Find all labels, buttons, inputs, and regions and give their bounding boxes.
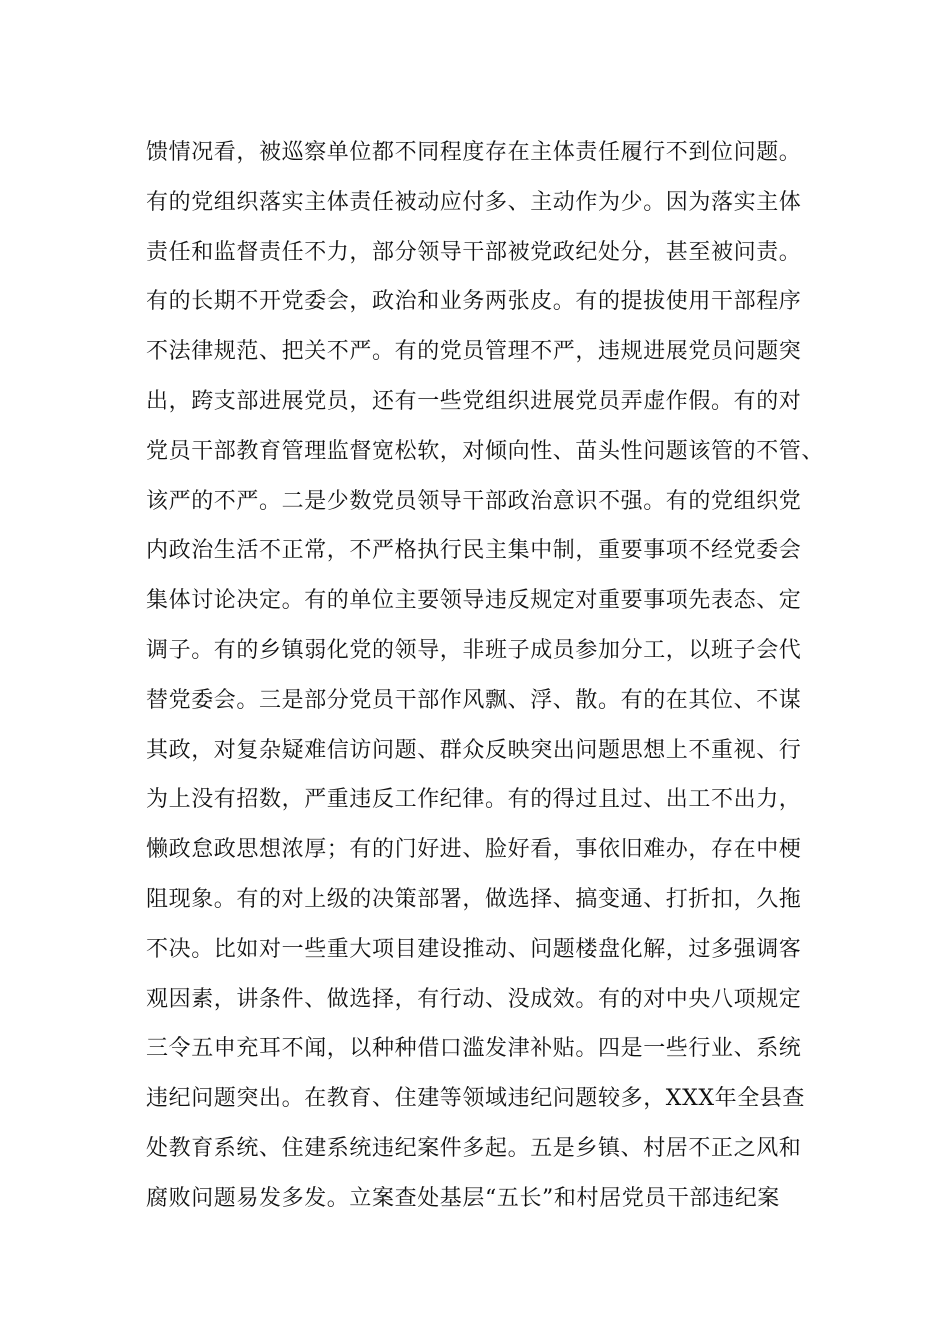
text-line: 阻现象。有的对上级的决策部署，做选择、搞变通、打折扣，久拖 (146, 886, 802, 912)
text-line: 替党委会。三是部分党员干部作风飘、浮、散。有的在其位、不谋 (146, 687, 802, 713)
body-text (146, 128, 836, 1224)
text-line: 该严的不严。二是少数党员领导干部政治意识不强。有的党组织党 (146, 488, 802, 514)
text-line: 不法律规范、把关不严。有的党员管理不严，违规进展党员问题突 (146, 339, 802, 365)
text-line: 有的长期不开党委会，政治和业务两张皮。有的提拔使用干部程序 (146, 289, 802, 315)
text-line: 观因素，讲条件、做选择，有行动、没成效。有的对中央八项规定 (146, 986, 802, 1012)
text-line: 不决。比如对一些重大项目建设推动、问题楼盘化解，过多强调客 (146, 936, 802, 962)
text-line: 懒政怠政思想浓厚；有的门好进、脸好看，事依旧难办，存在中梗 (146, 837, 802, 863)
text-line: 腐败问题易发多发。立案查处基层“五长”和村居党员干部违纪案 (146, 1185, 780, 1211)
text-line: 为上没有招数，严重违反工作纪律。有的得过且过、出工不出力， (146, 787, 802, 813)
text-line: 其政，对复杂疑难信访问题、群众反映突出问题思想上不重视、行 (146, 737, 802, 763)
text-line: 处教育系统、住建系统违纪案件多起。五是乡镇、村居不正之风和 (146, 1135, 802, 1161)
text-line: 有的党组织落实主体责任被动应付多、主动作为少。因为落实主体 (146, 189, 802, 215)
text-line: 集体讨论决定。有的单位主要领导违反规定对重要事项先表态、定 (146, 588, 802, 614)
text-line: 调子。有的乡镇弱化党的领导，非班子成员参加分工，以班子会代 (146, 637, 802, 663)
text-line: 内政治生活不正常，不严格执行民主集中制，重要事项不经党委会 (146, 538, 802, 564)
text-line: 责任和监督责任不力，部分领导干部被党政纪处分，甚至被问责。 (146, 239, 802, 265)
text-line: 违纪问题突出。在教育、住建等领域违纪问题较多，XXX年全县查 (146, 1086, 805, 1112)
text-line: 馈情况看，被巡察单位都不同程度存在主体责任履行不到位问题。 (146, 140, 802, 165)
text-line: 出，跨支部进展党员，还有一些党组织进展党员弄虚作假。有的对 (146, 388, 802, 414)
text-line: 三令五申充耳不闻，以种种借口滥发津补贴。四是一些行业、系统 (146, 1036, 802, 1062)
text-line: 党员干部教育管理监督宽松软，对倾向性、苗头性问题该管的不管、 (146, 438, 825, 464)
